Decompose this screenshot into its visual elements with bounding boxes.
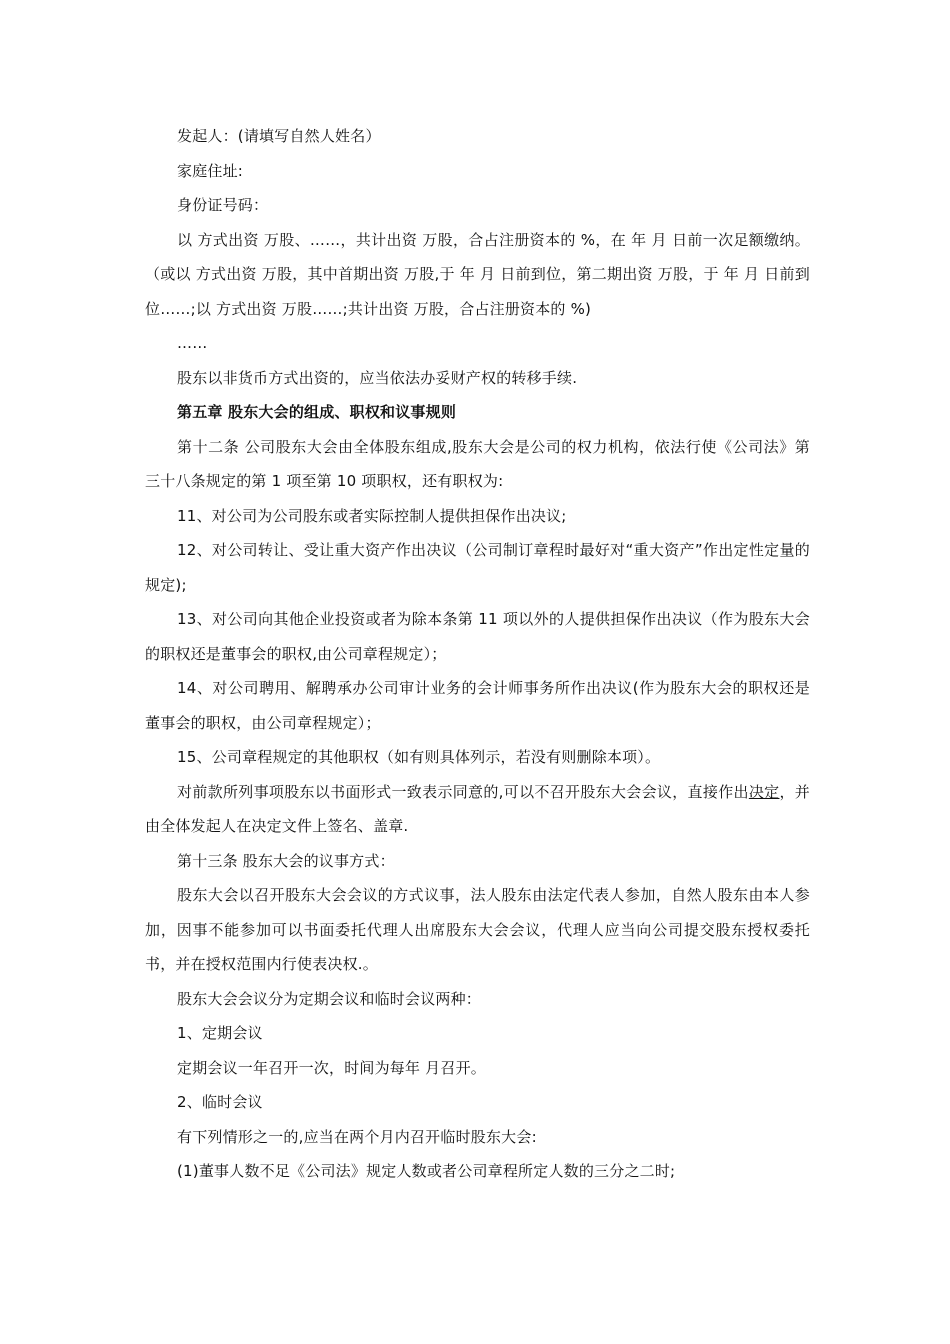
id-number-line: 身份证号码： (177, 196, 269, 214)
article-twelve-paragraph: 第十二条 公司股东大会由全体股东组成,股东大会是公司的权力机构，依法行使《公司法》第三十八条规定的第 1 项至第 10 项职权，还有职权为: (145, 437, 810, 490)
document-body (145, 119, 810, 1189)
ellipsis-line: …… (177, 334, 208, 352)
non-monetary-contribution-paragraph: 股东以非货币方式出资的，应当依法办妥财产权的转移手续. (177, 368, 578, 387)
written-consent-paragraph (145, 775, 810, 844)
written-consent-text-before: 对前款所列事项股东以书面形式一致表示同意的,可以不召开股东大会会议，直接作出 (177, 782, 749, 801)
written-consent-text-after: ，并由全体发起人在决定文件上签名、盖章. (145, 782, 811, 835)
regular-meeting-paragraph: 定期会议一年召开一次，时间为每年 月召开。 (177, 1058, 486, 1077)
article-thirteen-heading: 第十三条 股东大会的议事方式： (177, 851, 395, 870)
power-item-13: 13、对公司向其他企业投资或者为除本条第 11 项以外的人提供担保作出决议（作为股东大会的职权还是董事会的职权,由公司章程规定）； (145, 610, 810, 663)
power-item-15: 15、公司章程规定的其他职权（如有则具体列示，若没有则删除本项）。 (177, 748, 661, 766)
promoter-name-line: 发起人：(请填写自然人姓名） (177, 127, 381, 145)
chapter-five-heading: 第五章 股东大会的组成、职权和议事规则 (177, 403, 457, 421)
interim-meeting-conditions-line: 有下列情形之一的,应当在两个月内召开临时股东大会: (177, 1127, 537, 1146)
power-item-14: 14、对公司聘用、解聘承办公司审计业务的会计师事务所作出决议(作为股东大会的职权还是董事会的职权，由公司章程规定）； (145, 679, 810, 732)
meeting-procedure-paragraph: 股东大会以召开股东大会会议的方式议事，法人股东由法定代表人参加，自然人股东由本人参加，因事不能参加可以书面委托代理人出席股东大会会议，代理人应当向公司提交股东授权委托书，并在授权范围内行使表决权.。 (145, 886, 810, 973)
regular-meeting-heading: 1、定期会议 (177, 1024, 263, 1042)
home-address-line: 家庭住址: (177, 161, 244, 180)
contribution-paragraph: 以 方式出资 万股、……，共计出资 万股，合占注册资本的 %，在 年 月 日前一次足额缴纳。（或以 方式出资 万股，其中首期出资 万股,于 年 月 日前到位，第二期出资 万股，于 年 月 日前到位……;以 方式出资 万股……;共计出资 万股，合占注册资本的 %) (145, 230, 810, 318)
meeting-types-line: 股东大会会议分为定期会议和临时会议两种： (177, 989, 482, 1008)
interim-meeting-heading: 2、临时会议 (177, 1093, 263, 1111)
power-item-12: 12、对公司转让、受让重大资产作出决议（公司制订章程时最好对“重大资产”作出定性定量的规定); (145, 541, 810, 594)
interim-condition-1: (1)董事人数不足《公司法》规定人数或者公司章程所定人数的三分之二时; (177, 1162, 676, 1180)
written-consent-underlined-word: 决定 (748, 782, 780, 801)
power-item-11: 11、对公司为公司股东或者实际控制人提供担保作出决议; (177, 506, 567, 525)
